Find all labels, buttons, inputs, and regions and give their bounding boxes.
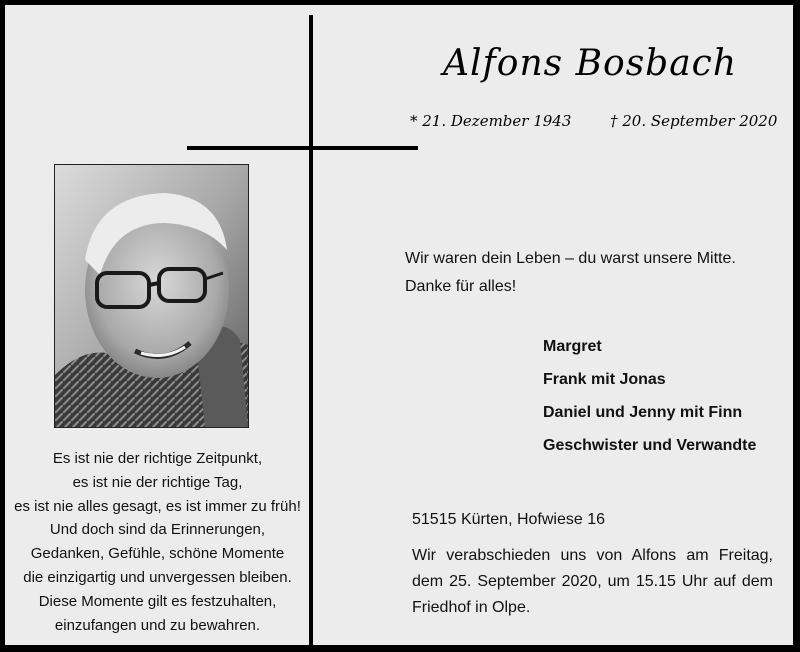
- funeral-notice: Wir verabschieden uns von Alfons am Freitag, dem 25. September 2020, um 15.15 Uhr auf dem Friedhof in Olpe.: [412, 547, 773, 616]
- mourners-list: [543, 330, 756, 462]
- mourner-entry: Frank mit Jonas: [543, 371, 666, 388]
- mourner-entry: Geschwister und Verwandte: [543, 437, 757, 454]
- poem-line: es ist nie alles gesagt, es ist immer zu früh!: [14, 497, 301, 515]
- family-quote: [405, 245, 736, 301]
- mourner-entry: Daniel und Jenny mit Finn: [543, 404, 743, 421]
- cross-horizontal-bar: [187, 146, 418, 150]
- poem-line: die einzigartig und unvergessen bleiben.: [23, 568, 292, 586]
- poem-line: es ist nie der richtige Tag,: [72, 473, 243, 491]
- obituary-card: [5, 5, 793, 645]
- birth-date: * 21. Dezember 1943: [410, 112, 572, 130]
- portrait-photo: [54, 164, 249, 428]
- quote-line: Wir waren dein Leben – du warst unsere Mitte.: [405, 250, 736, 267]
- portrait-image: [55, 165, 248, 427]
- poem-line: Und doch sind da Erinnerungen,: [49, 521, 266, 539]
- death-date: † 20. September 2020: [610, 112, 778, 130]
- family-address: 51515 Kürten, Hofwiese 16: [412, 511, 606, 528]
- mourner-entry: Margret: [543, 338, 602, 355]
- poem-line: Gedanken, Gefühle, schöne Momente: [30, 545, 285, 563]
- poem-line: Es ist nie der richtige Zeitpunkt,: [52, 450, 263, 467]
- poem-line: Diese Momente gilt es festzuhalten,: [38, 592, 277, 610]
- quote-line: Danke für alles!: [405, 278, 517, 295]
- poem-line: einzufangen und zu bewahren.: [54, 616, 261, 634]
- deceased-name: Alfons Bosbach: [442, 43, 738, 84]
- memorial-poem: [5, 447, 310, 637]
